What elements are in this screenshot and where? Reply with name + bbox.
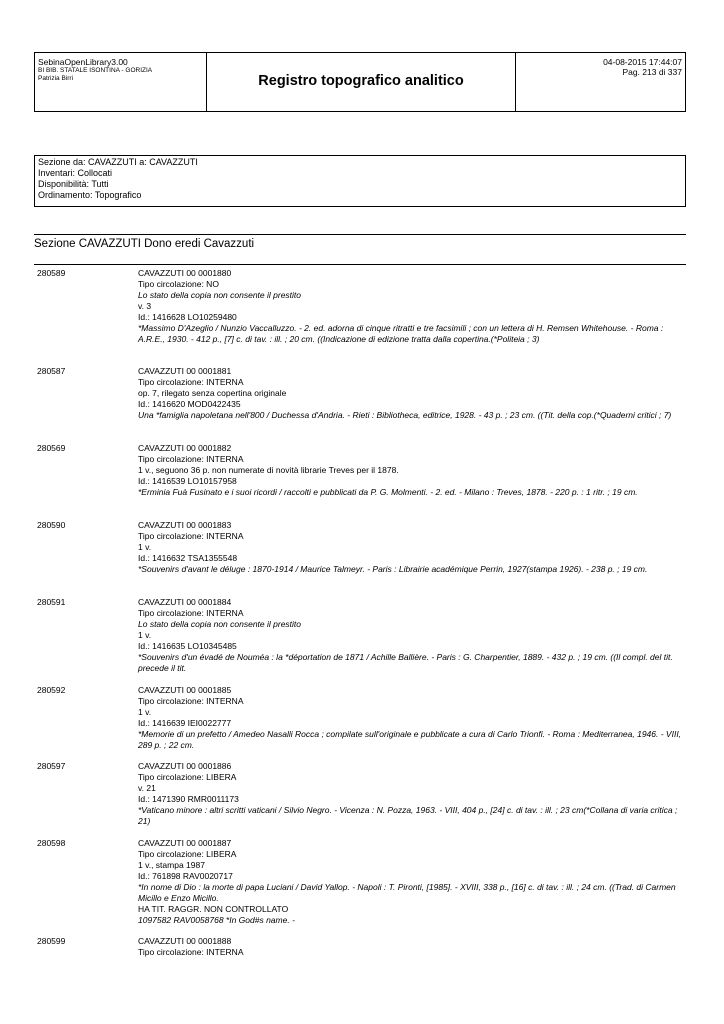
record-line: Id.: 761898 RAV0020717 xyxy=(138,871,233,881)
record-line: CAVAZZUTI 00 0001881 xyxy=(138,366,232,376)
page-number: Pag. 213 di 337 xyxy=(622,67,682,77)
record-line: *Erminia Fuà Fusinato e i suoi ricordi / raccolti e pubblicati da P. G. Molmenti. - 2. ed. - Milano : Treves, 1878. - 220 p. : 1 ritr. ; 19 cm. xyxy=(138,487,638,497)
record-line: CAVAZZUTI 00 0001882 xyxy=(138,443,232,453)
record-line: Id.: 1416639 IEI0022777 xyxy=(138,718,232,728)
report-title: Registro topografico analitico xyxy=(258,73,464,89)
inventory-number: 280598 xyxy=(37,838,66,848)
record-line: Tipo circolazione: INTERNA xyxy=(138,696,244,706)
section-title: Sezione CAVAZZUTI Dono eredi Cavazzuti xyxy=(34,238,255,250)
record-details xyxy=(138,597,686,674)
record-line: v. 3 xyxy=(138,301,152,311)
record-line: Id.: 1416539 LO10157958 xyxy=(138,476,237,486)
record-details xyxy=(138,761,686,827)
record-line: *Vaticano minore : altri scritti vaticani / Silvio Negro. - Vicenza : N. Pozza, 1963. - VIII, 404 p., [24] c. di tav. : ill. ; 23 cm(*Collana di varia critica ; 21) xyxy=(138,805,678,826)
record-line: CAVAZZUTI 00 0001884 xyxy=(138,597,232,607)
record-line: Id.: 1471390 RMR0011173 xyxy=(138,794,239,804)
record-line: Id.: 1416620 MOD0422435 xyxy=(138,399,241,409)
record-line: 1 v. xyxy=(138,630,152,640)
record-line: *In nome di Dio : la morte di papa Luciani / David Yallop. - Napoli : T. Pironti, [1985]. - XVIII, 338 p., [16] c. di tav. : ill. ; 24 cm. ((Trad. di Carmen Micillo e Enzo Micillo. xyxy=(138,882,676,903)
record-line: 1 v. xyxy=(138,542,152,552)
app-name: SebinaOpenLibrary3.00 xyxy=(38,57,128,67)
record-line: v. 21 xyxy=(138,783,156,793)
record-line: Id.: 1416632 TSA1355548 xyxy=(138,553,238,563)
record-details xyxy=(138,520,686,575)
record-details xyxy=(138,936,686,958)
filter-inventory: Inventari: Collocati xyxy=(38,168,113,178)
record-line: CAVAZZUTI 00 0001880 xyxy=(138,268,232,278)
filter-section: Sezione da: CAVAZZUTI a: CAVAZZUTI xyxy=(38,157,198,167)
record-line: 1 v., stampa 1987 xyxy=(138,860,205,870)
section-bottom-rule xyxy=(34,264,686,265)
record-line: op. 7, rilegato senza copertina originale xyxy=(138,388,287,398)
record-line: Tipo circolazione: INTERNA xyxy=(138,947,244,957)
record-details xyxy=(138,268,686,345)
library-name: BI BIB. STATALE ISONTINA - GORIZIA xyxy=(38,67,153,74)
record-details xyxy=(138,685,686,751)
header-title-cell xyxy=(207,53,515,111)
inventory-number: 280599 xyxy=(37,936,66,946)
record-line: Id.: 1416628 LO10259480 xyxy=(138,312,237,322)
record-line: CAVAZZUTI 00 0001887 xyxy=(138,838,232,848)
record-line: CAVAZZUTI 00 0001886 xyxy=(138,761,232,771)
report-datetime: 04-08-2015 17:44:07 xyxy=(603,57,682,67)
record-details xyxy=(138,443,686,498)
record-line: Tipo circolazione: LIBERA xyxy=(138,772,237,782)
report-header xyxy=(34,52,686,112)
section-top-rule xyxy=(34,234,686,235)
inventory-number: 280590 xyxy=(37,520,66,530)
inventory-number: 280597 xyxy=(37,761,66,771)
record-line: 1097582 RAV0058768 *In God#s name. - xyxy=(138,915,295,925)
record-line: 1 v. xyxy=(138,707,152,717)
record-line: CAVAZZUTI 00 0001885 xyxy=(138,685,232,695)
header-left-cell xyxy=(35,53,207,111)
record-details xyxy=(138,838,686,926)
record-line: 1 v., seguono 36 p. non numerate di novità librarie Treves per il 1878. xyxy=(138,465,399,475)
filter-summary-box xyxy=(34,155,686,207)
record-line: *Souvenirs d'avant le déluge : 1870-1914 / Maurice Talmeyr. - Paris : Librairie académique Perrin, 1927(stampa 1926). - 238 p. ; 19 cm. xyxy=(138,564,648,574)
record-line: Tipo circolazione: NO xyxy=(138,279,219,289)
inventory-number: 280587 xyxy=(37,366,66,376)
filter-availability: Disponibilità: Tutti xyxy=(38,179,109,189)
record-line: *Souvenirs d'un évadé de Nouméa : la *déportation de 1871 / Achille Ballière. - Paris : G. Charpentier, 1889. - 432 p. ; 19 cm. ((Il compl. del tit. precede il tit. xyxy=(138,652,673,673)
record-details xyxy=(138,366,686,421)
record-line: *Memorie di un prefetto / Amedeo Nasalli Rocca ; compilate sull'originale e pubblicate a cura di Carlo Trionfi. - Roma : Mediterranea, 1946. - VIII, 289 p. ; 22 cm. xyxy=(138,729,682,750)
inventory-number: 280592 xyxy=(37,685,66,695)
user-name: Patrizia Birri xyxy=(38,75,74,82)
record-line: Lo stato della copia non consente il prestito xyxy=(138,290,302,300)
record-line: CAVAZZUTI 00 0001888 xyxy=(138,936,232,946)
inventory-number: 280569 xyxy=(37,443,66,453)
record-line: Una *famiglia napoletana nell'800 / Duchessa d'Andria. - Rieti : Bibliotheca, editrice, 1928. - 43 p. ; 23 cm. ((Tit. della cop.(*Quaderni critici ; 7) xyxy=(138,410,672,420)
inventory-number: 280589 xyxy=(37,268,66,278)
record-line: Tipo circolazione: INTERNA xyxy=(138,377,244,387)
record-line: CAVAZZUTI 00 0001883 xyxy=(138,520,232,530)
record-line: Id.: 1416635 LO10345485 xyxy=(138,641,237,651)
record-line: Lo stato della copia non consente il prestito xyxy=(138,619,302,629)
record-line: Tipo circolazione: INTERNA xyxy=(138,454,244,464)
record-line: Tipo circolazione: LIBERA xyxy=(138,849,237,859)
filter-ordering: Ordinamento: Topografico xyxy=(38,190,142,200)
record-line: Tipo circolazione: INTERNA xyxy=(138,608,244,618)
record-line: *Massimo D'Azeglio / Nunzio Vaccalluzzo. - 2. ed. adorna di cinque ritratti e tre facsimili ; con un lettera di H. Remsen Whitehouse. - Roma : A.R.E., 1930. - 412 p., [7] c. di tav. : ill. ; 20 cm. ((Indicazione di edizione tratta dalla copertina.(*Politeia ; 3) xyxy=(138,323,664,344)
record-line: HA TIT. RAGGR. NON CONTROLLATO xyxy=(138,904,289,914)
inventory-number: 280591 xyxy=(37,597,66,607)
header-right-cell xyxy=(515,53,685,111)
record-line: Tipo circolazione: INTERNA xyxy=(138,531,244,541)
